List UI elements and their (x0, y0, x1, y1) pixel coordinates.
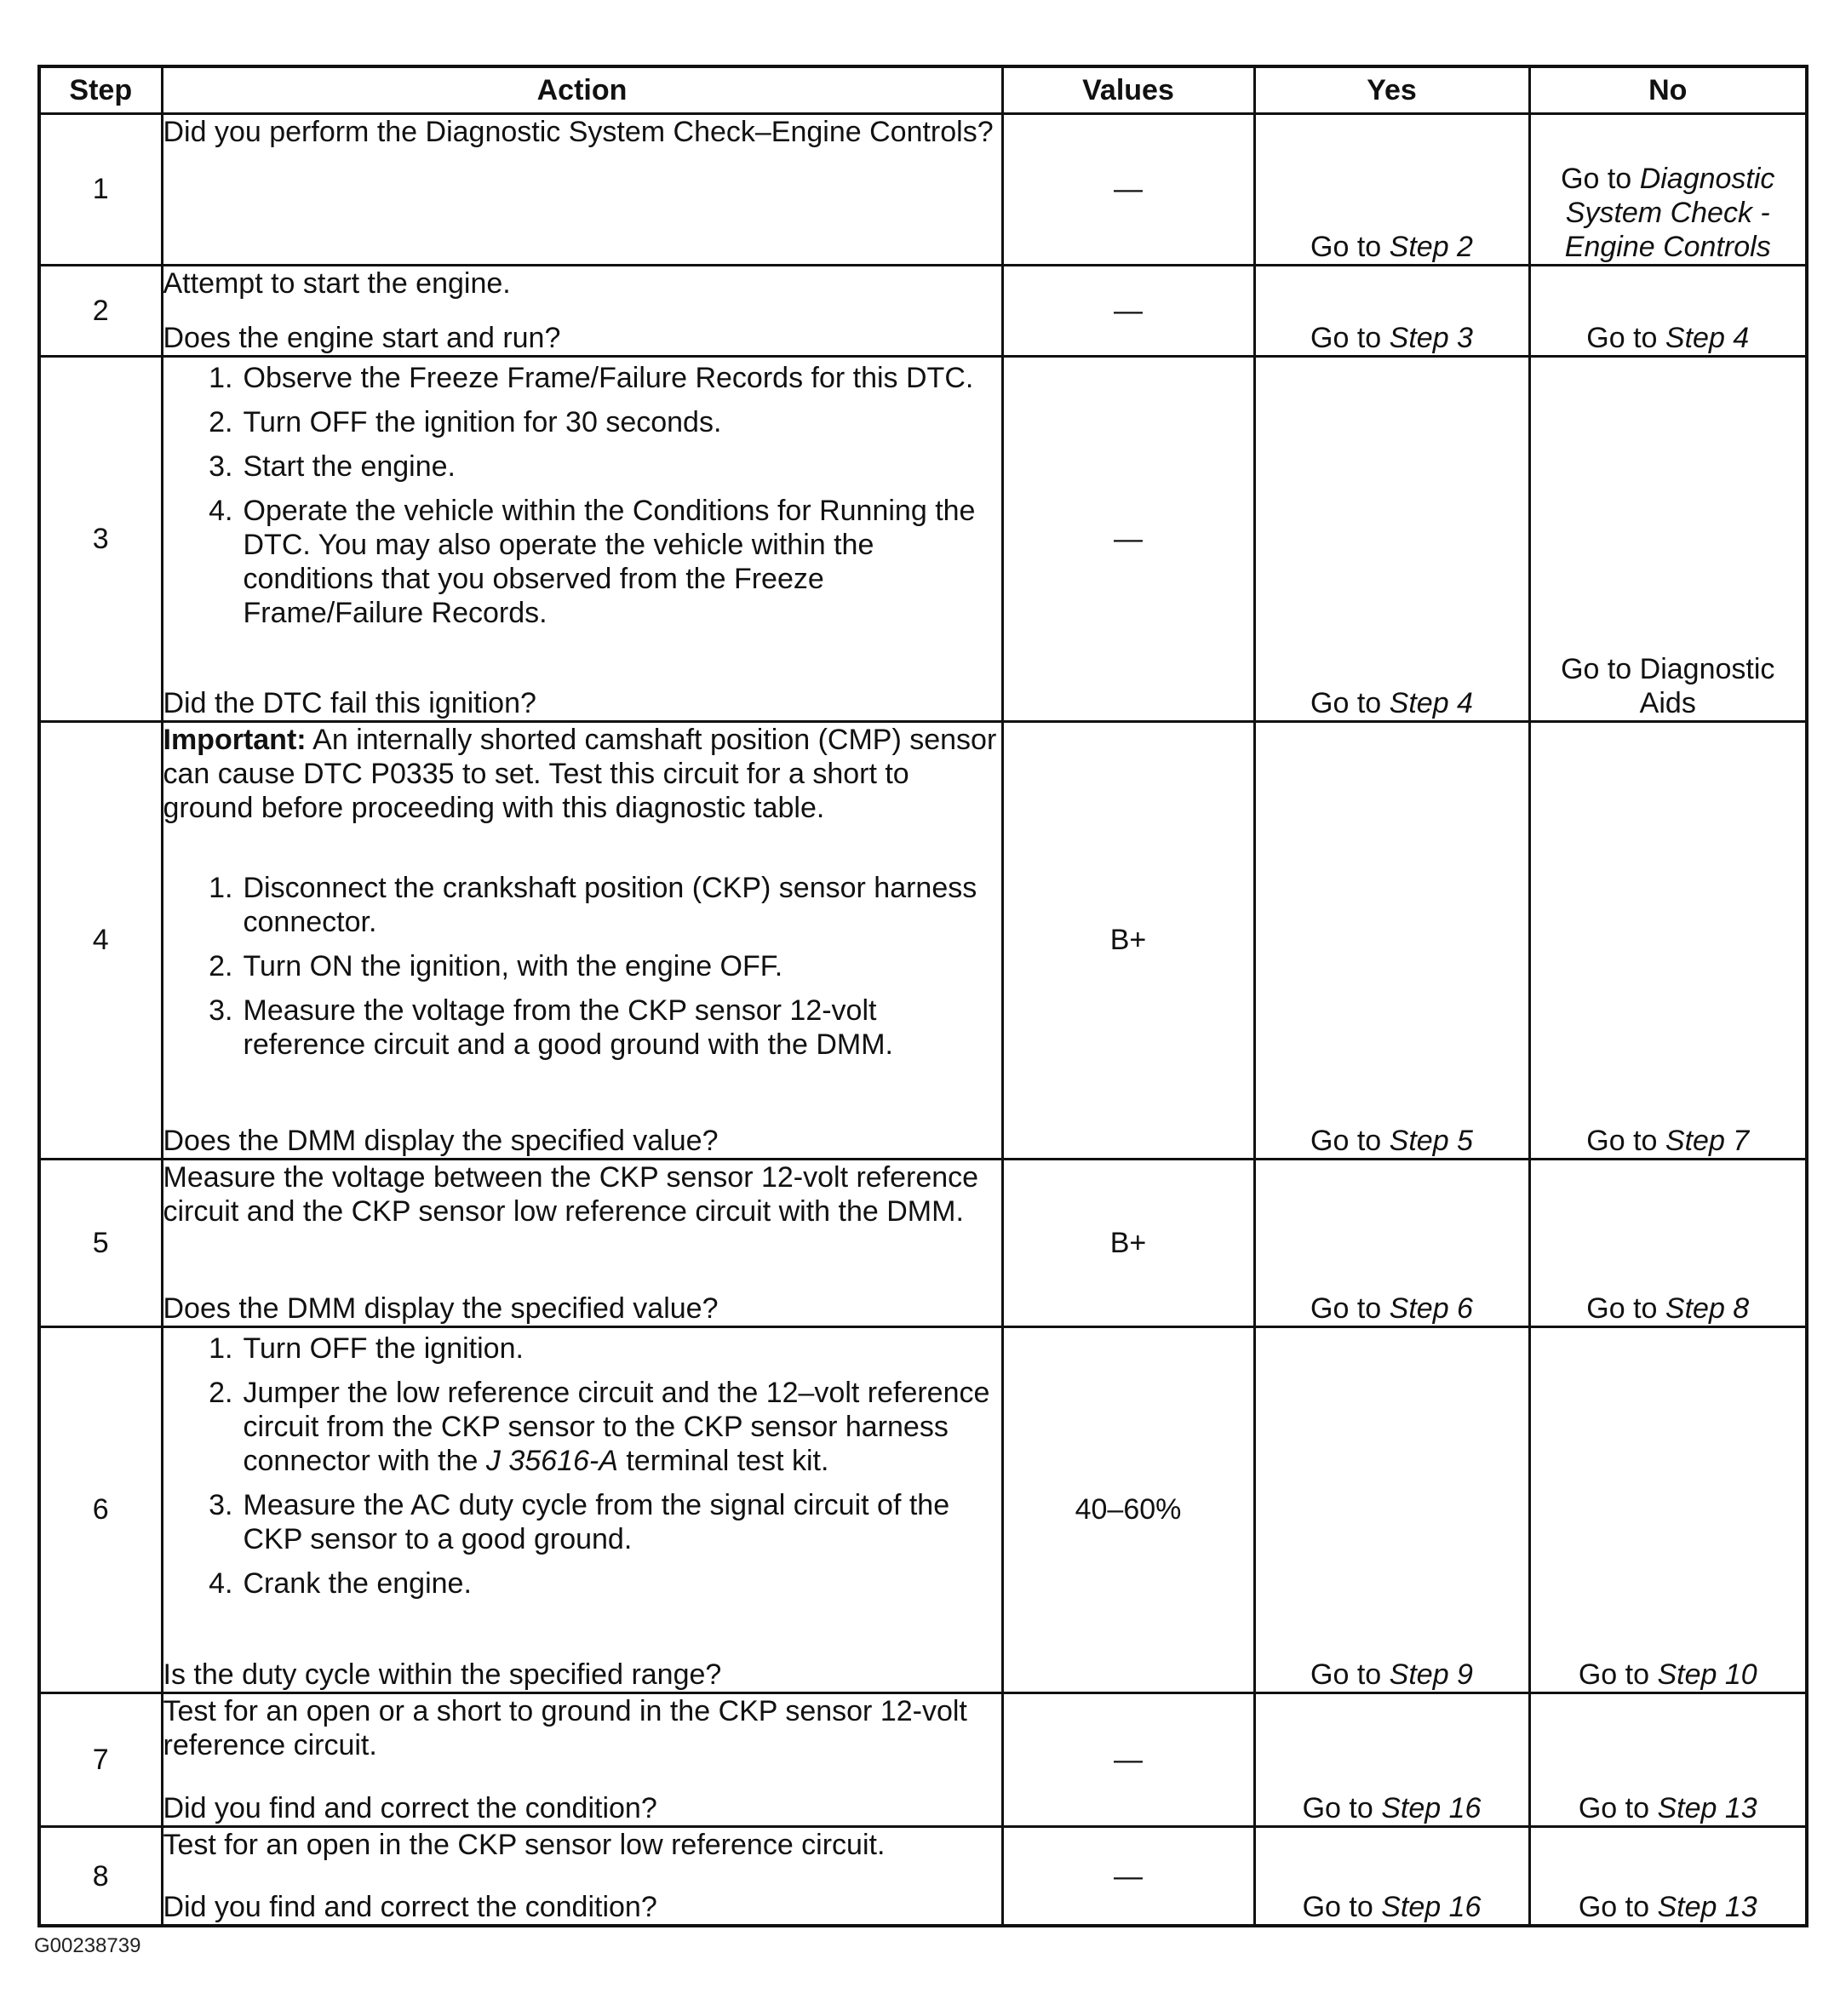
action-cell (162, 357, 1002, 722)
action-text: Test for an open in the CKP sensor low reference circuit. (163, 1829, 886, 1862)
table-row-step-2 (39, 265, 1807, 356)
list-item: 2. Turn ON the ignition, with the engine OFF. (209, 949, 783, 982)
table-row-step-6 (39, 1327, 1807, 1693)
yes-prefix: Go to (1310, 322, 1382, 354)
step-number: 4 (39, 721, 162, 1160)
table-row-step-5 (39, 1160, 1807, 1327)
action-steps-list (163, 871, 1001, 1062)
no-prefix: Go to (1578, 1658, 1649, 1691)
no-text: Go to Diagnostic Aids (1561, 652, 1775, 719)
yes-target: Step 6 (1389, 1292, 1473, 1325)
step-number: 8 (39, 1827, 162, 1926)
yes-cell (1254, 1160, 1529, 1327)
figure-id: G00238739 (34, 1934, 141, 1957)
yes-target: Step 16 (1381, 1891, 1482, 1923)
action-question: Does the DMM display the specified value? (163, 1292, 719, 1325)
table-row-step-8 (39, 1827, 1807, 1926)
action-question: Did you find and correct the condition? (163, 1891, 657, 1923)
no-target: Step 4 (1665, 322, 1750, 354)
step-number: 3 (39, 357, 162, 722)
yes-prefix: Go to (1310, 686, 1382, 719)
tool-number: J 35616-A (485, 1445, 618, 1477)
action-text: Did you perform the Diagnostic System Check–Engine Controls? (163, 116, 994, 148)
list-item: 3. Measure the AC duty cycle from the signal circuit of the CKP sensor to a good ground. (209, 1489, 950, 1555)
header-values: Values (1002, 66, 1254, 114)
no-prefix: Go to (1578, 1792, 1649, 1825)
action-text: Attempt to start the engine. (163, 266, 511, 300)
yes-target: Step 16 (1381, 1792, 1482, 1825)
no-target: Step 10 (1657, 1658, 1757, 1691)
action-question: Did you find and correct the condition? (163, 1792, 657, 1825)
no-cell (1529, 1160, 1807, 1327)
yes-prefix: Go to (1302, 1792, 1373, 1825)
yes-target: Step 5 (1389, 1125, 1473, 1158)
table-row-step-1 (39, 114, 1807, 266)
no-target: Diagnostic System Check - Engine Controls (1564, 162, 1775, 263)
no-cell (1529, 721, 1807, 1160)
list-item: 3. Measure the voltage from the CKP sensor 12-volt reference circuit and a good ground with the DMM. (209, 994, 894, 1061)
list-item: 2. Turn OFF the ignition for 30 seconds. (209, 406, 722, 438)
no-prefix: Go to (1586, 1292, 1658, 1325)
yes-cell (1254, 1692, 1529, 1827)
action-question: Does the engine start and run? (163, 322, 561, 354)
values-cell: — (1002, 114, 1254, 266)
yes-prefix: Go to (1310, 1125, 1382, 1158)
action-cell (162, 1160, 1002, 1327)
yes-target: Step 4 (1389, 686, 1473, 719)
yes-cell (1254, 1327, 1529, 1693)
no-prefix: Go to (1578, 1891, 1649, 1923)
yes-cell (1254, 721, 1529, 1160)
values-cell: B+ (1002, 721, 1254, 1160)
action-steps-list (163, 1332, 1001, 1601)
important-label: Important: (163, 723, 307, 756)
values-cell: — (1002, 357, 1254, 722)
no-cell (1529, 1327, 1807, 1693)
no-prefix: Go to (1586, 322, 1658, 354)
step-number: 6 (39, 1327, 162, 1693)
header-row (39, 66, 1807, 114)
yes-prefix: Go to (1310, 230, 1382, 263)
action-cell (162, 1692, 1002, 1827)
values-cell: — (1002, 265, 1254, 356)
values-cell: — (1002, 1827, 1254, 1926)
action-question: Does the DMM display the specified value? (163, 1125, 719, 1158)
no-prefix: Go to (1586, 1125, 1658, 1158)
no-target: Step 13 (1657, 1792, 1757, 1825)
step-number: 7 (39, 1692, 162, 1827)
action-steps-list (163, 361, 1001, 630)
action-cell (162, 114, 1002, 266)
step-number: 2 (39, 265, 162, 356)
action-cell (162, 1327, 1002, 1693)
yes-cell (1254, 357, 1529, 722)
important-note (163, 723, 1001, 825)
yes-target: Step 2 (1389, 230, 1473, 263)
step-number: 5 (39, 1160, 162, 1327)
yes-target: Step 9 (1389, 1658, 1473, 1691)
no-prefix: Go to (1561, 162, 1632, 195)
list-item: 1. Turn OFF the ignition. (209, 1332, 524, 1365)
action-text: Test for an open or a short to ground in the CKP sensor 12-volt reference circuit. (163, 1694, 967, 1761)
header-no: No (1529, 66, 1807, 114)
yes-target: Step 3 (1389, 322, 1473, 354)
no-cell (1529, 1692, 1807, 1827)
yes-prefix: Go to (1310, 1292, 1382, 1325)
action-cell (162, 721, 1002, 1160)
no-target: Step 7 (1665, 1125, 1750, 1158)
step-number: 1 (39, 114, 162, 266)
action-cell (162, 265, 1002, 356)
table-row-step-4 (39, 721, 1807, 1160)
no-cell (1529, 357, 1807, 722)
list-item: 1. Observe the Freeze Frame/Failure Records for this DTC. (209, 362, 974, 394)
important-text: An internally shorted camshaft position (CMP) sensor can cause DTC P0335 to set. Test this circuit for a short to ground before proceeding with this diagnostic table. (163, 723, 997, 824)
yes-cell (1254, 114, 1529, 266)
no-target: Step 8 (1665, 1292, 1750, 1325)
list-item: 4. Crank the engine. (209, 1567, 472, 1600)
yes-cell (1254, 1827, 1529, 1926)
header-step: Step (39, 66, 162, 114)
action-text: Measure the voltage between the CKP sensor 12-volt reference circuit and the CKP sensor low reference circuit with the DMM. (163, 1161, 979, 1228)
yes-cell (1254, 265, 1529, 356)
values-cell: B+ (1002, 1160, 1254, 1327)
list-item: 3. Start the engine. (209, 450, 456, 483)
no-cell (1529, 114, 1807, 266)
values-cell: — (1002, 1692, 1254, 1827)
list-item: 1. Disconnect the crankshaft position (CKP) sensor harness connector. (209, 871, 977, 938)
header-yes: Yes (1254, 66, 1529, 114)
no-cell (1529, 265, 1807, 356)
list-item: 4. Operate the vehicle within the Conditions for Running the DTC. You may also operate the vehicle within the conditions that you observed from the Freeze Frame/Failure Records. (209, 495, 976, 629)
action-question: Did the DTC fail this ignition? (163, 686, 536, 719)
no-target: Step 13 (1657, 1891, 1757, 1923)
action-cell (162, 1827, 1002, 1926)
table-row-step-3 (39, 357, 1807, 722)
header-action: Action (162, 66, 1002, 114)
values-cell: 40–60% (1002, 1327, 1254, 1693)
yes-prefix: Go to (1310, 1658, 1382, 1691)
no-cell (1529, 1827, 1807, 1926)
action-question: Is the duty cycle within the specified range? (163, 1658, 722, 1691)
list-item: 2. Jumper the low reference circuit and the 12–volt reference circuit from the CKP sensor to the CKP sensor harness connector with the J 35616-A terminal test kit. (209, 1377, 990, 1477)
diagnostic-table (37, 65, 1808, 1927)
yes-prefix: Go to (1302, 1891, 1373, 1923)
table-row-step-7 (39, 1692, 1807, 1827)
